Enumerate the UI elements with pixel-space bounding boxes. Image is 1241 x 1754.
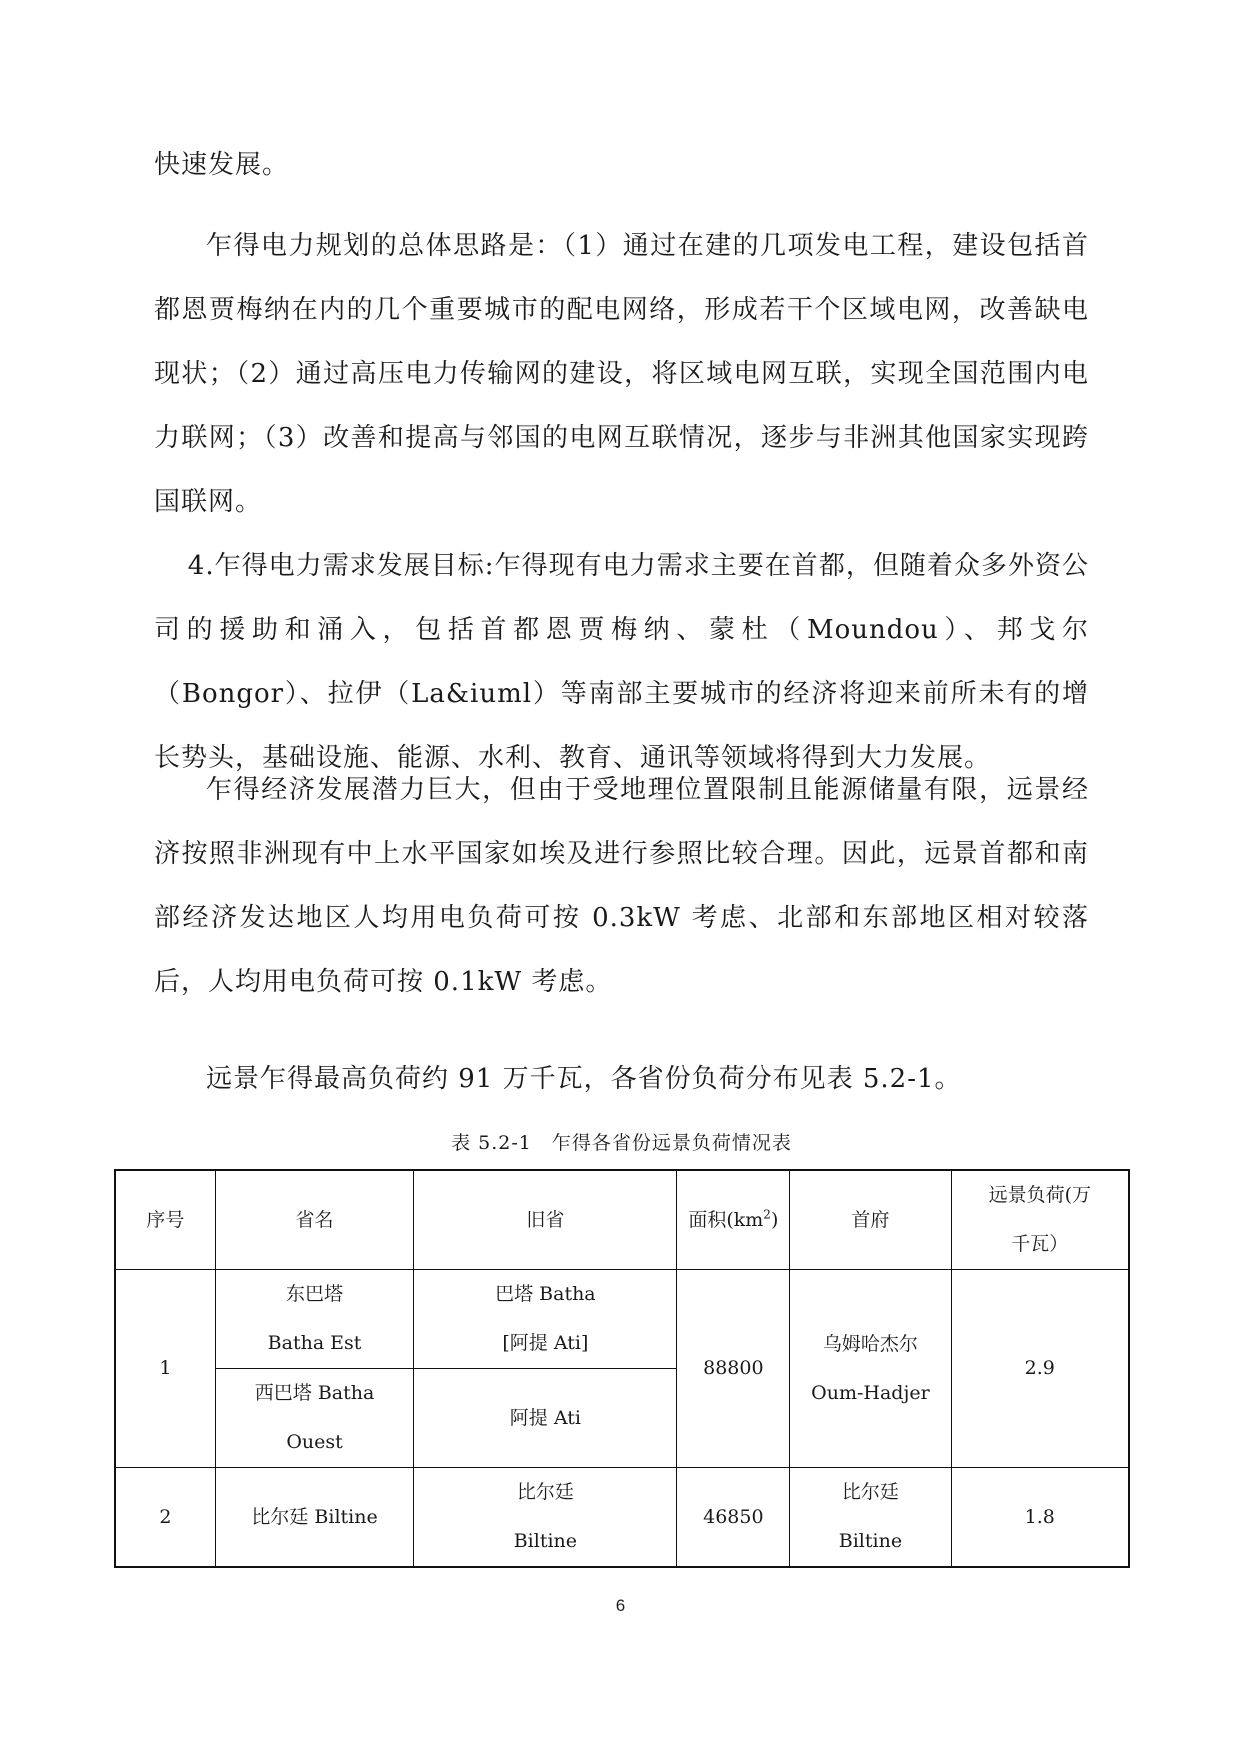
cell-province [215,1270,414,1369]
table-row [115,1468,1129,1568]
body-text-3 [154,534,1089,790]
header-area-prefix: 面积(km [688,1208,764,1231]
paragraph-4: 乍得经济发展潜力巨大，但由于受地理位置限制且能源储量有限，远景经济按照非洲现有中上水平国家如埃及进行参照比较合理。因此，远景首都和南部经济发达地区人均用电负荷可按 0.3kW 考虑、北部和东部地区相对较落后，人均用电负荷可按 0.1kW 考虑。 [154,775,1089,997]
cell-no: 2 [115,1468,215,1568]
cell-capital-line1: 乌姆哈杰尔 [822,1332,918,1355]
cell-province [215,1369,414,1468]
province-load-table [114,1169,1130,1568]
cell-load: 2.9 [951,1270,1129,1468]
paragraph-3: 4.乍得电力需求发展目标:乍得现有电力需求主要在首都，但随着众多外资公司的援助和涌入，包括首都恩贾梅纳、蒙杜（Moundou）、邦戈尔（Bongor）、拉伊（La&iuml）等南部主要城市的经济将迎来前所未有的增长势头，基础设施、能源、水利、教育、通讯等领域将得到大力发展。 [154,551,1089,773]
paragraph-2: 乍得电力规划的总体思路是：（1）通过在建的几项发电工程，建设包括首都恩贾梅纳在内的几个重要城市的配电网络，形成若干个区域电网，改善缺电现状；（2）通过高压电力传输网的建设，将区域电网互联，实现全国范围内电力联网；（3）改善和提高与邻国的电网互联情况，逐步与非洲其他国家实现跨国联网。 [154,231,1089,517]
cell-old-line2: Biltine [513,1530,578,1552]
cell-province: 比尔廷 Biltine [215,1468,414,1568]
header-no: 序号 [115,1170,215,1270]
cell-area: 46850 [677,1468,790,1568]
body-text-2 [154,214,1089,534]
cell-province-line1: 西巴塔 Batha [254,1382,375,1404]
body-text [154,133,1089,197]
body-text-4 [154,758,1089,1014]
table-row [115,1270,1129,1369]
cell-old-province [414,1468,677,1568]
cell-no: 1 [115,1270,215,1468]
table-caption: 表 5.2-1 乍得各省份远景负荷情况表 [451,1132,792,1154]
paragraph-1: 快速发展。 [154,150,290,180]
cell-old-province [414,1270,677,1369]
header-old-province: 旧省 [414,1170,677,1270]
cell-old-line1: 巴塔 Batha [495,1283,596,1305]
table-header-row [115,1170,1129,1270]
header-capital: 首府 [790,1170,951,1270]
cell-capital-line1: 比尔廷 [841,1481,899,1503]
header-area [677,1170,790,1270]
cell-old-line1: 比尔廷 [516,1481,574,1503]
cell-old-province: 阿提 Ati [414,1369,677,1468]
cell-old-line2: [阿提 Ati] [502,1332,589,1354]
header-load-line2: 千瓦） [1011,1233,1069,1255]
page-number: 6 [615,1596,626,1615]
cell-province-line2: Batha Est [267,1332,362,1354]
header-area-suffix: ) [770,1208,779,1231]
cell-capital [790,1468,951,1568]
cell-capital [790,1270,951,1468]
cell-load: 1.8 [951,1468,1129,1568]
cell-capital-line2: Oum-Hadjer [811,1381,930,1404]
header-area-sup: 2 [763,1207,771,1222]
cell-province-line1: 东巴塔 [286,1283,344,1305]
header-load [951,1170,1129,1270]
cell-area: 88800 [677,1270,790,1468]
body-text-5 [154,1047,1089,1111]
header-load-line1: 远景负荷(万 [988,1184,1091,1206]
paragraph-5: 远景乍得最高负荷约 91 万千瓦，各省份负荷分布见表 5.2-1。 [206,1064,962,1094]
header-province: 省名 [215,1170,414,1270]
cell-capital-line2: Biltine [838,1530,903,1552]
cell-province-line2: Ouest [286,1431,343,1453]
